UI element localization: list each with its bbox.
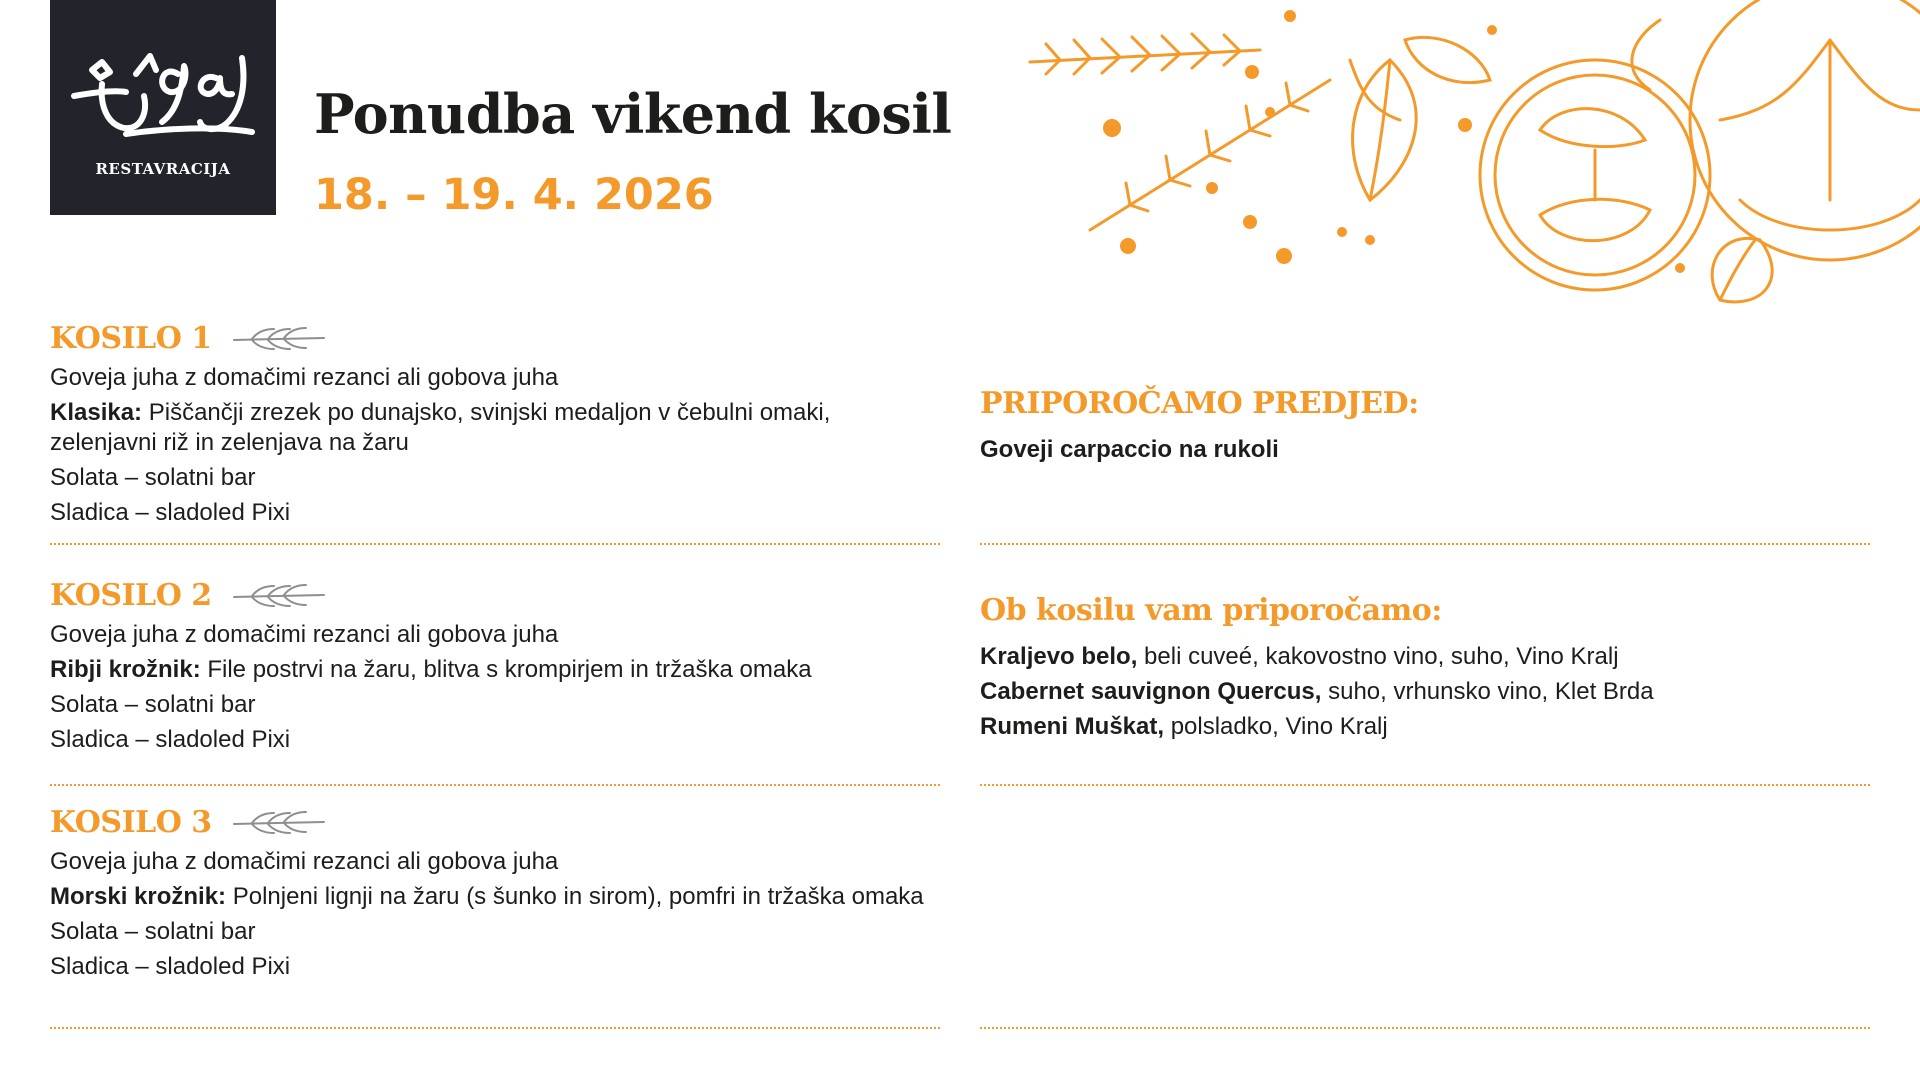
lunch-block-2 bbox=[50, 575, 940, 755]
soup-line: Goveja juha z domačimi rezanci ali gobova juha bbox=[50, 848, 559, 875]
logo-subtitle: RESTAVRACIJA bbox=[95, 160, 231, 178]
wheat-icon bbox=[232, 581, 326, 609]
starter-title: PRIPOROČAMO PREDJED: bbox=[980, 386, 1419, 421]
wine-item bbox=[980, 677, 1870, 707]
separator bbox=[980, 784, 1870, 786]
lunch-title: KOSILO 1 bbox=[50, 320, 212, 356]
wheat-icon bbox=[232, 324, 326, 352]
main-course-text: Piščančji zrezek po dunajsko, svinjski medaljon v čebulni omaki, zelenjavni riž in zelenjava na žaru bbox=[50, 399, 831, 456]
main-course-text: Polnjeni lignji na žaru (s šunko in sirom), pomfri in tržaška omaka bbox=[226, 883, 924, 910]
soup-line: Goveja juha z domačimi rezanci ali gobova juha bbox=[50, 621, 559, 648]
wine-desc: suho, vrhunsko vino, Klet Brda bbox=[1321, 678, 1654, 705]
salad-line: Solata – solatni bar bbox=[50, 464, 256, 491]
wine-name: Kraljevo belo, bbox=[980, 643, 1138, 670]
separator bbox=[50, 543, 940, 545]
starter-item bbox=[980, 435, 1870, 465]
gaj-logo-icon bbox=[66, 44, 260, 144]
main-course-line bbox=[50, 655, 940, 685]
separator bbox=[50, 1027, 940, 1029]
wine-item bbox=[980, 642, 1870, 672]
separator bbox=[50, 784, 940, 786]
dessert-line: Sladica – sladoled Pixi bbox=[50, 726, 291, 753]
lunch-block-1 bbox=[50, 318, 940, 528]
wine-desc: polsladko, Vino Kralj bbox=[1164, 713, 1388, 740]
dessert-line: Sladica – sladoled Pixi bbox=[50, 953, 291, 980]
lunch-block-3 bbox=[50, 802, 940, 982]
main-course-text: File postrvi na žaru, blitva s krompirjem in tržaška omaka bbox=[200, 656, 812, 683]
main-course-line bbox=[50, 882, 940, 912]
soup-line: Goveja juha z domačimi rezanci ali gobova juha bbox=[50, 364, 559, 391]
starter-section bbox=[980, 386, 1870, 465]
wheat-icon bbox=[232, 808, 326, 836]
wine-item bbox=[980, 712, 1870, 742]
page-date: 18. – 19. 4. 2026 bbox=[314, 170, 714, 220]
page-title: Ponudba vikend kosil bbox=[314, 82, 952, 146]
wine-title: Ob kosilu vam priporočamo: bbox=[980, 593, 1442, 628]
salad-line: Solata – solatni bar bbox=[50, 691, 256, 718]
main-course-label: Morski krožnik: bbox=[50, 883, 227, 910]
restaurant-logo bbox=[50, 0, 276, 215]
wine-section bbox=[980, 593, 1870, 742]
salad-line: Solata – solatni bar bbox=[50, 918, 256, 945]
food-illustration-icon bbox=[1020, 0, 1920, 320]
wine-name: Cabernet sauvignon Quercus, bbox=[980, 678, 1322, 705]
starter-item-name: Goveji carpaccio na rukoli bbox=[980, 436, 1279, 463]
main-course-label: Klasika: bbox=[50, 399, 143, 426]
lunch-title: KOSILO 2 bbox=[50, 577, 212, 613]
main-course-label: Ribji krožnik: bbox=[50, 656, 201, 683]
wine-desc: beli cuveé, kakovostno vino, suho, Vino Kralj bbox=[1137, 643, 1619, 670]
wine-name: Rumeni Muškat, bbox=[980, 713, 1165, 740]
separator bbox=[980, 1027, 1870, 1029]
separator bbox=[980, 543, 1870, 545]
main-course-line bbox=[50, 398, 940, 458]
lunch-title: KOSILO 3 bbox=[50, 804, 212, 840]
dessert-line: Sladica – sladoled Pixi bbox=[50, 499, 291, 526]
